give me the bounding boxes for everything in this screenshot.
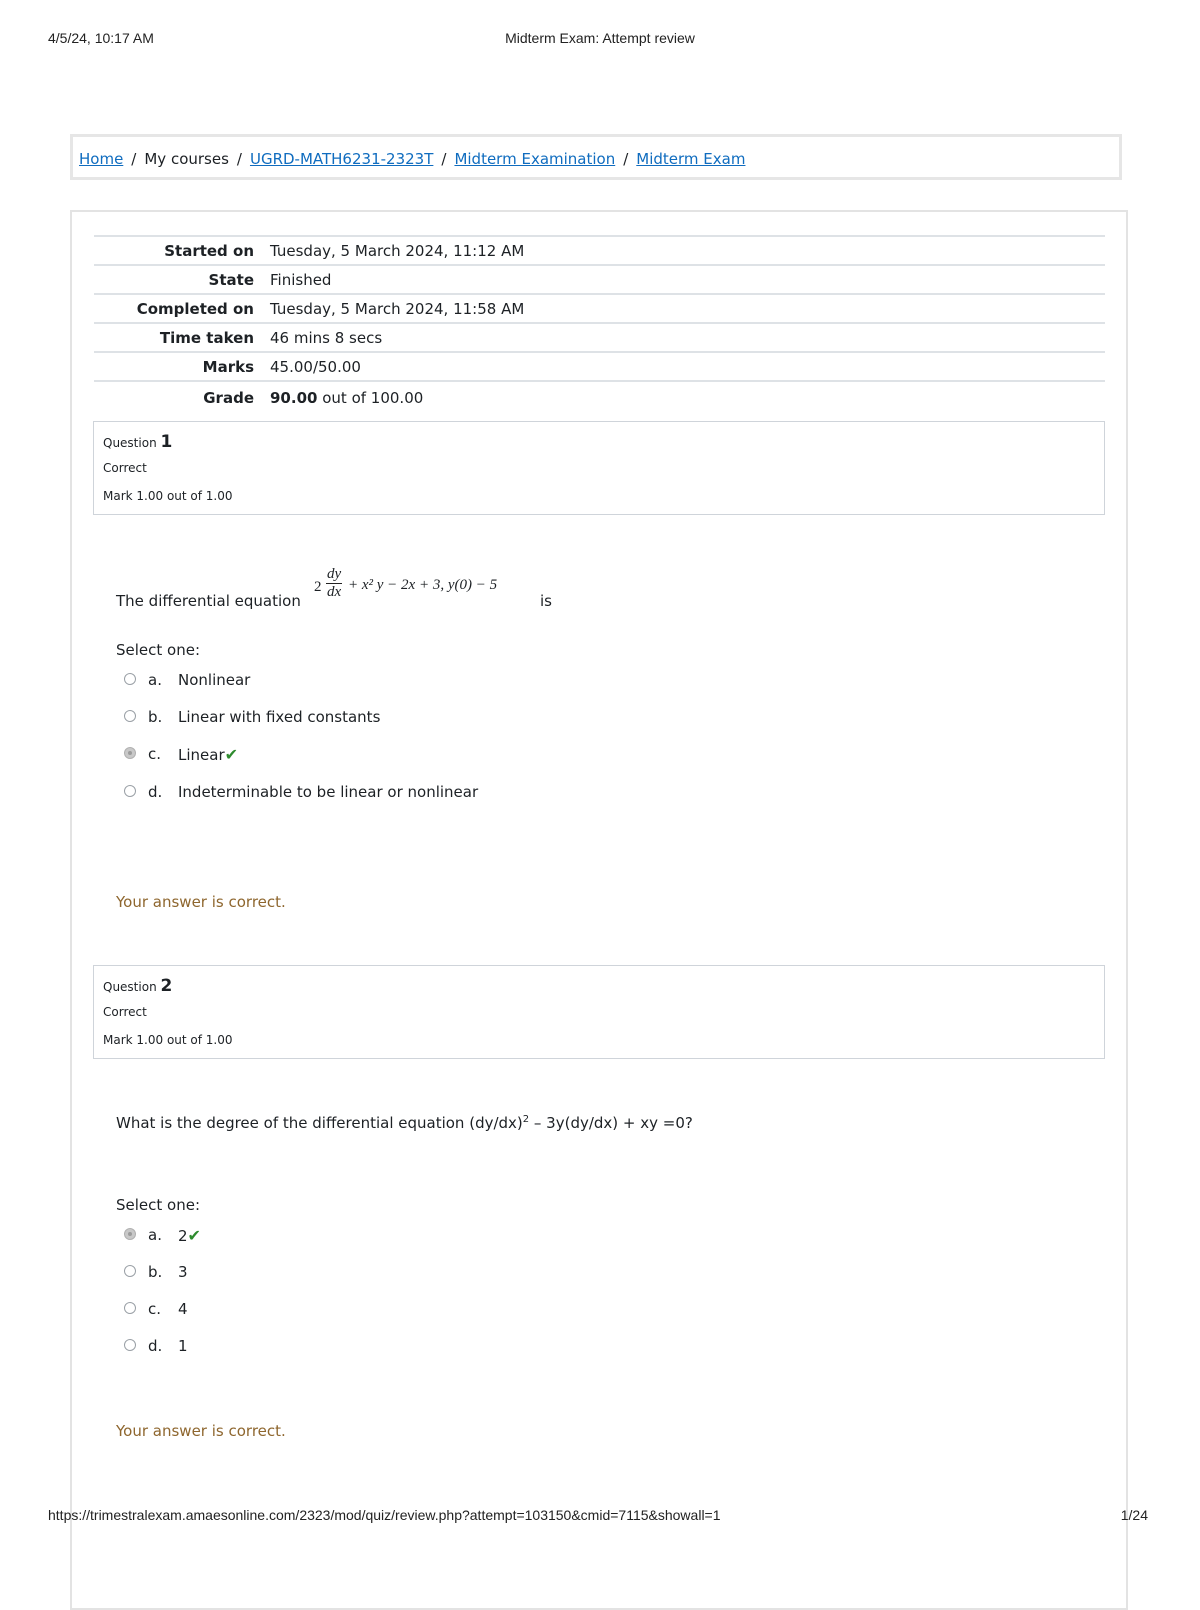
- option-letter: a.: [148, 1226, 162, 1244]
- question-number-value: 1: [160, 432, 173, 452]
- breadcrumb-separator: /: [623, 150, 629, 168]
- equation-numerator: dy: [327, 566, 342, 582]
- breadcrumb-course-link[interactable]: UGRD-MATH6231-2323T: [249, 150, 434, 168]
- summary-label: Marks: [202, 357, 254, 376]
- breadcrumb-my-courses: My courses: [144, 150, 229, 168]
- equation-denominator: dx: [327, 584, 342, 600]
- question-text-lead: The differential equation: [116, 592, 301, 610]
- answer-feedback: Your answer is correct.: [116, 893, 286, 911]
- summary-value: Finished: [270, 270, 332, 289]
- breadcrumb: [79, 150, 745, 168]
- summary-row-marks: [94, 352, 1105, 381]
- radio-button[interactable]: [124, 710, 136, 722]
- radio-button-selected[interactable]: [124, 747, 136, 759]
- summary-row-time: [94, 323, 1105, 352]
- question-text-part1: What is the degree of the differential equation (dy/dx): [116, 1114, 523, 1132]
- breadcrumb-home-link[interactable]: Home: [79, 150, 124, 168]
- question-info-2: [93, 965, 1105, 1059]
- question-label: Question: [103, 980, 157, 994]
- option-letter: b.: [148, 1263, 163, 1281]
- radio-button[interactable]: [124, 1265, 136, 1277]
- breadcrumb-separator: /: [441, 150, 447, 168]
- radio-button[interactable]: [124, 673, 136, 685]
- summary-row-grade: [94, 381, 1105, 411]
- breadcrumb-separator: /: [131, 150, 137, 168]
- grade-suffix: out of 100.00: [322, 388, 424, 407]
- select-one-label: Select one:: [116, 641, 201, 659]
- summary-value: 45.00/50.00: [270, 357, 361, 376]
- option-text: Nonlinear: [178, 671, 251, 689]
- question-label: Question: [103, 436, 157, 450]
- option-letter: b.: [148, 708, 163, 726]
- summary-row-state: [94, 265, 1105, 294]
- print-datetime: 4/5/24, 10:17 AM: [48, 30, 154, 46]
- question-text-2: [116, 1114, 693, 1132]
- breadcrumb-bar: [70, 134, 1122, 180]
- question-text-sup: 2: [522, 1114, 530, 1125]
- question-state: Correct: [103, 1005, 147, 1019]
- radio-button[interactable]: [124, 1339, 136, 1351]
- option-letter: d.: [148, 1337, 163, 1355]
- option-letter: a.: [148, 671, 162, 689]
- radio-button[interactable]: [124, 1302, 136, 1314]
- question-mark: Mark 1.00 out of 1.00: [103, 489, 233, 503]
- equation-fraction: [326, 566, 342, 601]
- equation-coef: 2: [314, 579, 322, 595]
- option-letter: c.: [148, 1300, 162, 1318]
- question-number-value: 2: [160, 976, 173, 996]
- grade-value: 90.00: [270, 388, 318, 407]
- breadcrumb-section-link[interactable]: Midterm Examination: [454, 150, 616, 168]
- option-text: Linear with fixed constants: [178, 708, 381, 726]
- summary-label: Completed on: [136, 299, 254, 318]
- print-page-title: Midterm Exam: Attempt review: [505, 30, 695, 46]
- question-text-part2: – 3y(dy/dx) + xy =0?: [529, 1114, 693, 1132]
- summary-value: 46 mins 8 secs: [270, 328, 383, 347]
- breadcrumb-quiz-link[interactable]: Midterm Exam: [636, 150, 746, 168]
- summary-label: State: [208, 270, 254, 289]
- option-text-wrap: [178, 745, 238, 764]
- summary-label: Time taken: [159, 328, 254, 347]
- question-info-1: [93, 421, 1105, 515]
- correct-check-icon: ✔: [187, 1226, 201, 1245]
- option-text: Linear: [178, 746, 225, 764]
- equation-rest: + x² y − 2x + 3, y(0) − 5: [348, 577, 498, 593]
- question-mark: Mark 1.00 out of 1.00: [103, 1033, 233, 1047]
- question-text-tail: is: [540, 592, 552, 610]
- print-page-number: 1/24: [1120, 1507, 1148, 1523]
- summary-value: Tuesday, 5 March 2024, 11:58 AM: [270, 299, 525, 318]
- question-number: [103, 976, 172, 996]
- breadcrumb-separator: /: [236, 150, 242, 168]
- summary-row-completed: [94, 294, 1105, 323]
- question-text-1: [116, 592, 301, 610]
- print-url: https://trimestralexam.amaesonline.com/2323/mod/quiz/review.php?attempt=103150&cmid=7115&showall=1: [48, 1507, 721, 1523]
- question-number: [103, 432, 172, 452]
- summary-row-started: [94, 236, 1105, 265]
- correct-check-icon: ✔: [224, 745, 239, 764]
- summary-value: Tuesday, 5 March 2024, 11:12 AM: [270, 241, 525, 260]
- summary-label: Started on: [164, 241, 254, 260]
- option-letter: d.: [148, 783, 163, 801]
- option-text: Indeterminable to be linear or nonlinear: [178, 783, 479, 801]
- option-text: 1: [178, 1337, 188, 1355]
- attempt-summary-table: [94, 235, 1105, 411]
- question-state: Correct: [103, 461, 147, 475]
- summary-value: [264, 381, 1105, 411]
- answer-feedback: Your answer is correct.: [116, 1422, 286, 1440]
- select-one-label: Select one:: [116, 1196, 201, 1214]
- summary-label: Grade: [203, 388, 254, 407]
- radio-button-selected[interactable]: [124, 1228, 136, 1240]
- option-letter: c.: [148, 745, 162, 763]
- option-text-wrap: [178, 1226, 201, 1245]
- radio-button[interactable]: [124, 785, 136, 797]
- option-text: 2: [178, 1227, 188, 1245]
- option-text: 3: [178, 1263, 188, 1281]
- option-text: 4: [178, 1300, 188, 1318]
